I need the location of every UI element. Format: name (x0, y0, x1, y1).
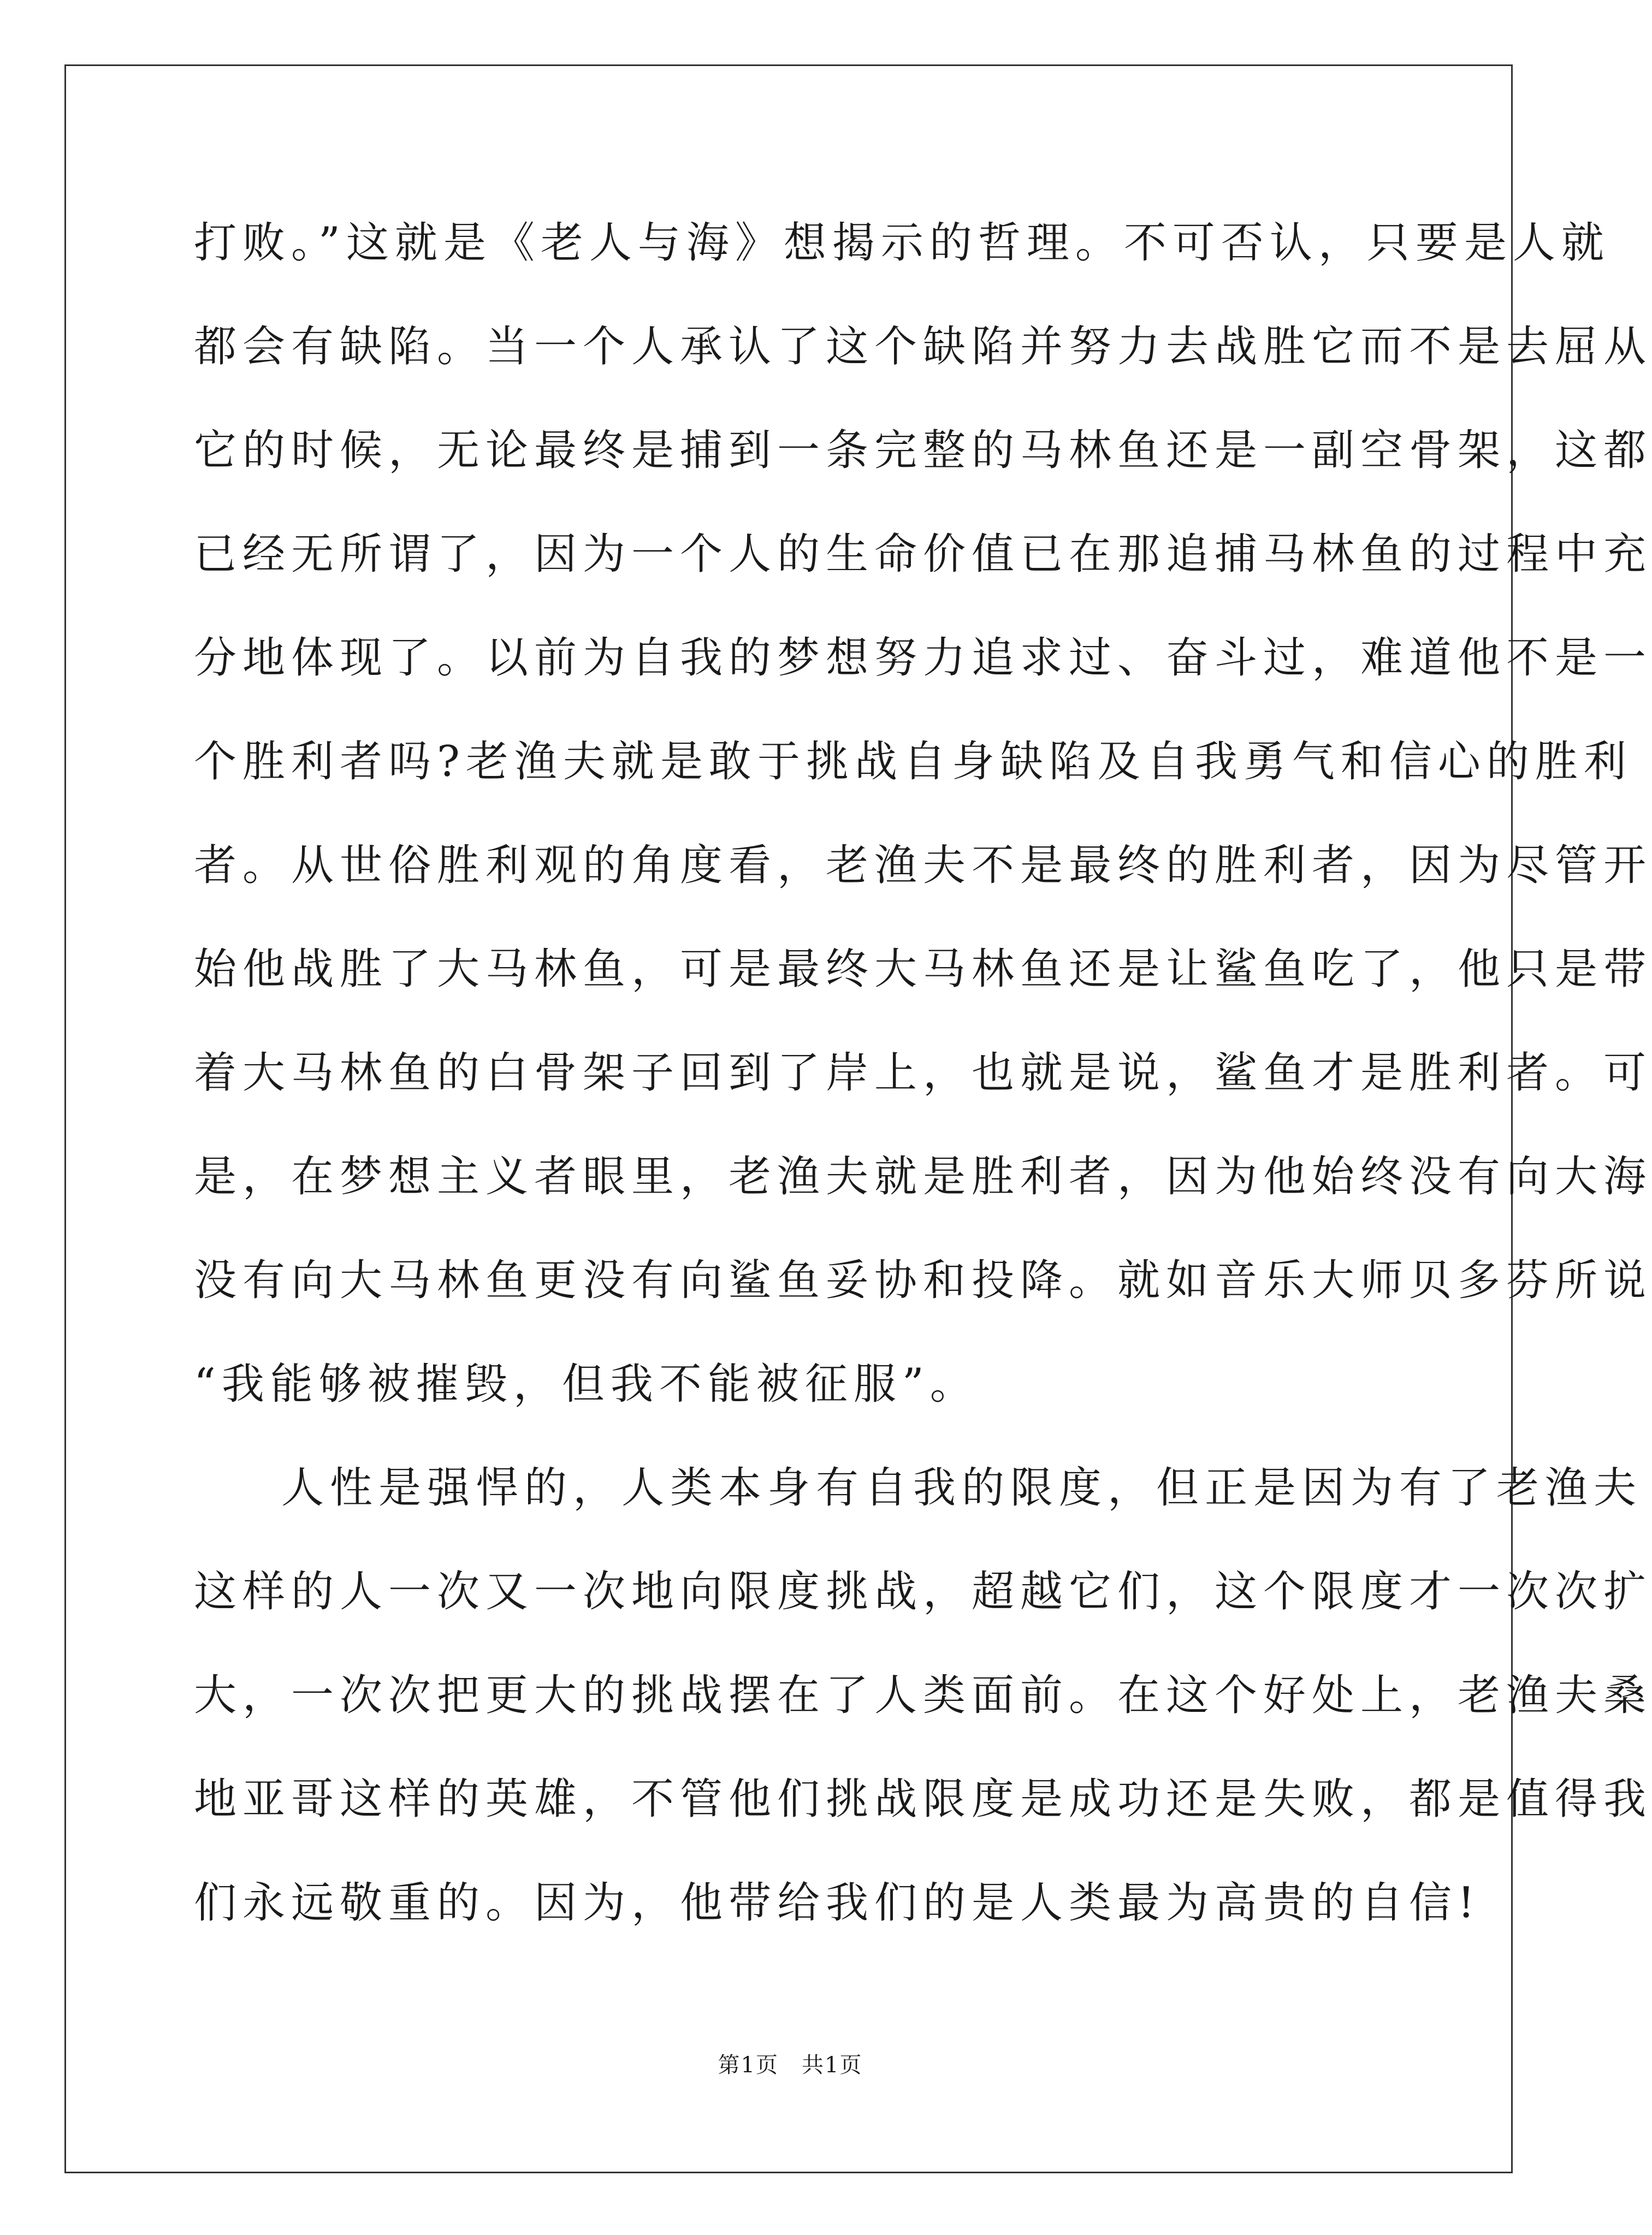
text-line: 着大马林鱼的白骨架子回到了岸上，也就是说，鲨鱼才是胜利者。可 (194, 1048, 1652, 1098)
text-line: 都会有缺陷。当一个人承认了这个缺陷并努力去战胜它而不是去屈从 (194, 322, 1652, 371)
text-line: 们永远敬重的。因为，他带给我们的是人类最为高贵的自信! (194, 1878, 1481, 1928)
text-line: 始他战胜了大马林鱼，可是最终大马林鱼还是让鲨鱼吃了，他只是带 (194, 945, 1652, 994)
text-line: 没有向大马林鱼更没有向鲨鱼妥协和投降。就如音乐大师贝多芬所说 (194, 1256, 1652, 1305)
text-line: 大，一次次把更大的挑战摆在了人类面前。在这个好处上，老渔夫桑 (194, 1671, 1652, 1720)
text-line: “我能够被摧毁，但我不能被征服”。 (194, 1360, 979, 1409)
text-line: 个胜利者吗?老渔夫就是敢于挑战自身缺陷及自我勇气和信心的胜利 (194, 737, 1632, 786)
paragraph-first-line: 人性是强悍的，人类本身有自我的限度，但正是因为有了老渔夫 (281, 1463, 1643, 1513)
body-text (194, 208, 1652, 1971)
text-line: 地亚哥这样的英雄，不管他们挑战限度是成功还是失败，都是值得我 (194, 1775, 1652, 1824)
page-number: 第1页 共1页 (718, 2053, 863, 2078)
text-line: 者。从世俗胜利观的角度看，老渔夫不是最终的胜利者，因为尽管开 (194, 841, 1652, 890)
text-line: 这样的人一次又一次地向限度挑战，超越它们，这个限度才一次次扩 (194, 1567, 1652, 1616)
text-line: 打败。”这就是《老人与海》想揭示的哲理。不可否认，只要是人就 (194, 218, 1610, 268)
text-line: 已经无所谓了，因为一个人的生命价值已在那追捕马林鱼的过程中充 (194, 530, 1652, 579)
text-line: 它的时候，无论最终是捕到一条完整的马林鱼还是一副空骨架，这都 (194, 426, 1652, 475)
text-line: 是，在梦想主义者眼里，老渔夫就是胜利者，因为他始终没有向大海 (194, 1152, 1652, 1201)
text-line: 分地体现了。以前为自我的梦想努力追求过、奋斗过，难道他不是一 (194, 633, 1652, 683)
